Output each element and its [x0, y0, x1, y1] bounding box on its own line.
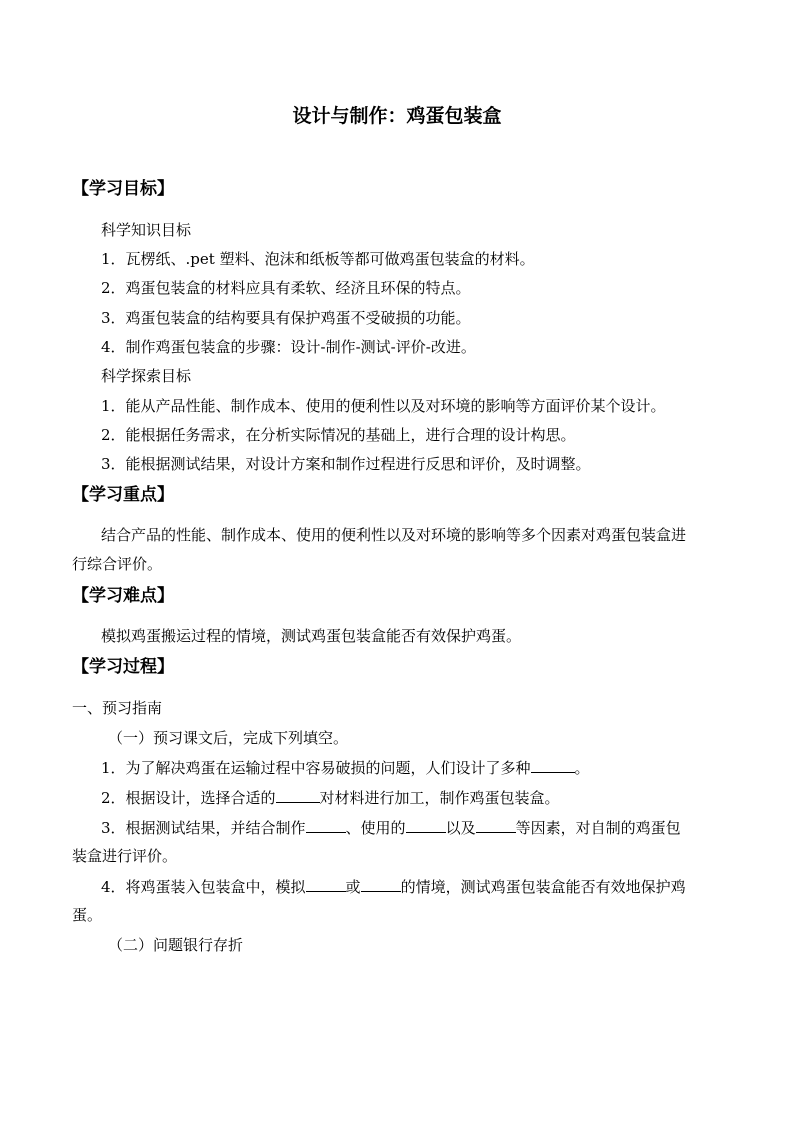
q1-text-b: 。	[574, 759, 590, 777]
knowledge-objectives-heading: 科学知识目标	[101, 221, 192, 239]
q3-blank-2[interactable]	[406, 817, 446, 833]
inquiry-item-3: 3．能根据测试结果，对设计方案和制作过程进行反思和评价，及时调整。	[101, 455, 591, 473]
q3-text-a: 3．根据测试结果，并结合制作	[101, 819, 306, 837]
fill-question-2	[101, 787, 560, 808]
q4-text-a: 4．将鸡蛋装入包装盒中，模拟	[101, 878, 306, 896]
section-heading-difficulties: 【学习难点】	[72, 586, 174, 606]
page-title: 设计与制作：鸡蛋包装盒	[292, 105, 502, 127]
q4-text-b: 或	[345, 878, 361, 896]
preview-subheading-1: （一）预习课文后，完成下列填空。	[108, 729, 349, 747]
preview-guide-heading: 一、预习指南	[72, 699, 163, 717]
q3-text-d: 等因素，对自制的鸡蛋包	[515, 819, 681, 837]
inquiry-item-1: 1．能从产品性能、制作成本、使用的便利性以及对环境的影响等方面评价某个设计。	[101, 397, 666, 415]
inquiry-objectives-heading: 科学探索目标	[101, 367, 192, 385]
section-heading-key-points: 【学习重点】	[72, 485, 174, 505]
q2-text-a: 2．根据设计，选择合适的	[101, 789, 276, 807]
section-heading-process: 【学习过程】	[72, 657, 174, 677]
fill-question-4-continued: 蛋。	[72, 906, 103, 924]
fill-question-3-continued: 装盒进行评价。	[72, 847, 178, 865]
knowledge-item-3: 3．鸡蛋包装盒的结构要具有保护鸡蛋不受破损的功能。	[101, 309, 471, 327]
q3-blank-1[interactable]	[306, 817, 346, 833]
q4-blank-2[interactable]	[361, 876, 401, 892]
inquiry-item-2: 2．能根据任务需求，在分析实际情况的基础上，进行合理的设计构思。	[101, 426, 576, 444]
q1-text-a: 1．为了解决鸡蛋在运输过程中容易破损的问题，人们设计了多种	[101, 759, 531, 777]
q3-text-c: 以及	[445, 819, 476, 837]
fill-question-3	[101, 817, 681, 838]
key-points-line-2: 行综合评价。	[72, 555, 163, 573]
knowledge-item-2: 2．鸡蛋包装盒的材料应具有柔软、经济且环保的特点。	[101, 279, 471, 297]
key-points-line-1: 结合产品的性能、制作成本、使用的便利性以及对环境的影响等多个因素对鸡蛋包装盒进	[101, 526, 687, 544]
knowledge-item-4: 4．制作鸡蛋包装盒的步骤：设计-制作-测试-评价-改进。	[101, 338, 476, 356]
q3-blank-3[interactable]	[476, 817, 516, 833]
section-heading-objectives: 【学习目标】	[72, 179, 174, 199]
q2-blank[interactable]	[276, 787, 320, 803]
q4-blank-1[interactable]	[306, 876, 346, 892]
difficulties-line-1: 模拟鸡蛋搬运过程的情境，测试鸡蛋包装盒能否有效保护鸡蛋。	[101, 627, 522, 645]
knowledge-item-1: 1．瓦楞纸、.pet 塑料、泡沫和纸板等都可做鸡蛋包装盒的材料。	[101, 250, 535, 268]
q2-text-b: 对材料进行加工，制作鸡蛋包装盒。	[319, 789, 560, 807]
preview-subheading-2: （二）问题银行存折	[108, 936, 244, 954]
q4-text-c: 的情境，测试鸡蛋包装盒能否有效地保护鸡	[400, 878, 686, 896]
fill-question-4	[101, 876, 686, 897]
q3-text-b: 、使用的	[345, 819, 406, 837]
q1-blank[interactable]	[531, 757, 575, 773]
fill-question-1	[101, 757, 590, 778]
